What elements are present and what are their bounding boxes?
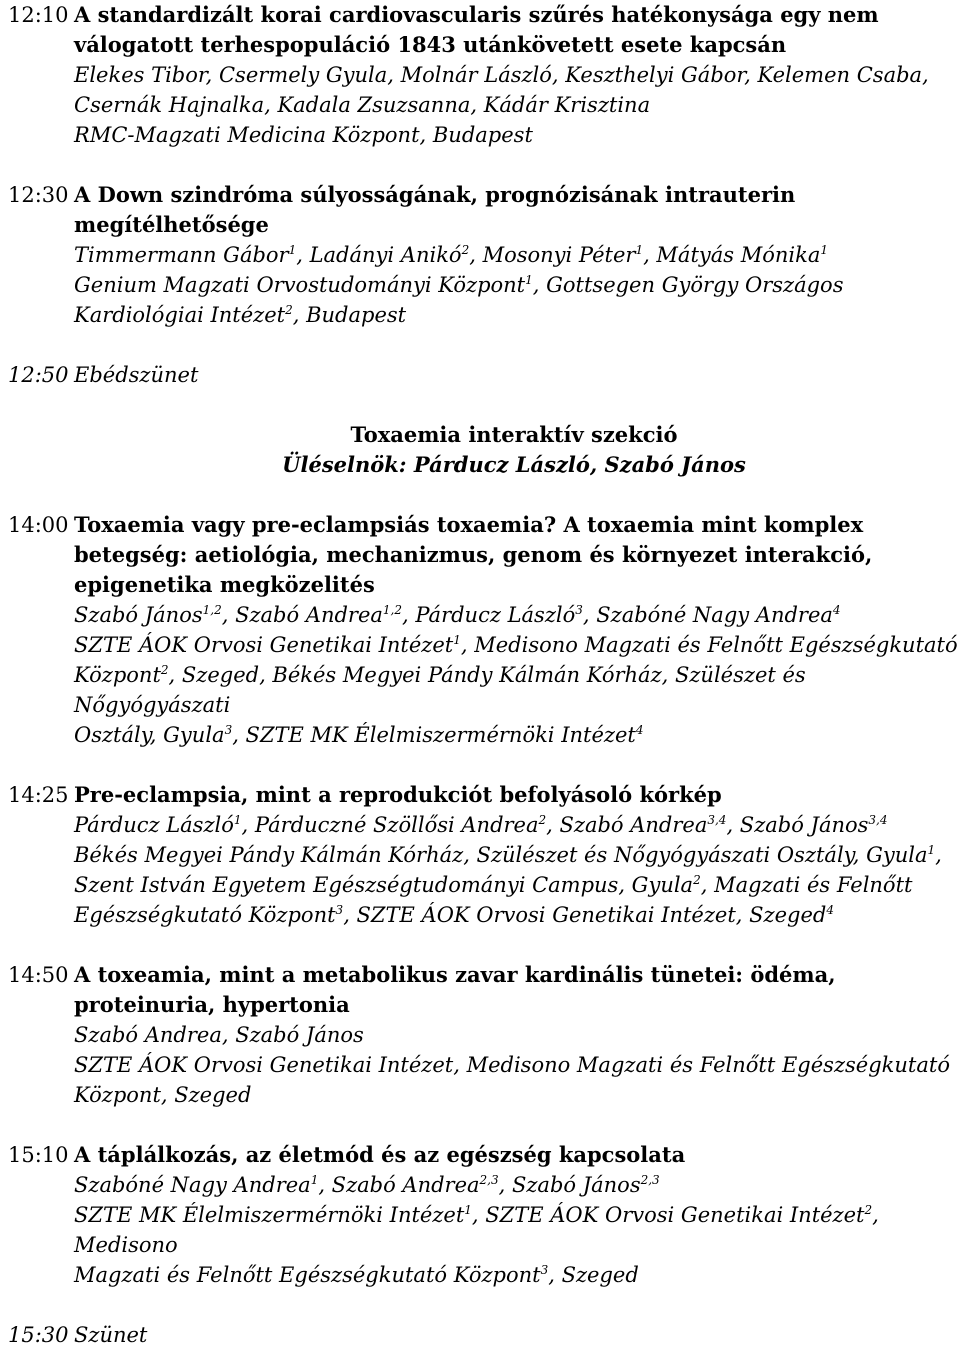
affiliation-line — [74, 270, 960, 300]
text-segment: , Ladányi Anikó — [296, 243, 462, 267]
affiliation-line — [74, 1200, 960, 1260]
affiliation-line — [74, 870, 960, 900]
affiliation-superscript: 2,3 — [479, 1173, 499, 1187]
talk-title-line: A táplálkozás, az életmód és az egészség kapcsolata — [74, 1142, 686, 1167]
affiliation-superscript: 1 — [233, 813, 242, 827]
time-slot: 14:25 — [8, 783, 69, 807]
text-segment: Központ, Szeged — [74, 1083, 252, 1107]
text-segment: , Medisono — [74, 1203, 879, 1257]
text-segment: SZTE MK Élelmiszermérnöki Intézet — [74, 1203, 465, 1227]
time-slot: 15:30 — [8, 1323, 69, 1347]
affiliation-superscript: 4 — [635, 723, 644, 737]
entry-gap — [8, 390, 960, 420]
session-chairs: Üléselnök: Párducz László, Szabó János — [282, 452, 746, 477]
text-segment: , SZTE ÁOK Orvosi Genetikai Intézet, Szeged — [343, 903, 827, 927]
affiliation-superscript: 3 — [540, 1263, 549, 1277]
text-segment: Szent István Egyetem Egészségtudományi Campus, Gyula — [74, 873, 694, 897]
break-entry — [8, 1320, 960, 1350]
talk-entry — [8, 780, 960, 930]
authors-line — [74, 90, 960, 120]
authors-line — [74, 600, 960, 630]
affiliation-superscript: 1 — [927, 843, 936, 857]
entry-gap — [8, 750, 960, 780]
talk-entry — [8, 960, 960, 1110]
entry-body — [74, 510, 960, 750]
talk-title-line: A Down szindróma súlyosságának, prognózisának intrauterin — [74, 182, 796, 207]
affiliation-superscript: 3 — [575, 603, 583, 617]
affiliation-superscript: 4 — [826, 903, 834, 917]
affiliation-line — [74, 1260, 960, 1290]
talk-title-line: megítélhetősége — [74, 212, 269, 237]
text-segment: , Szeged — [548, 1263, 639, 1287]
text-segment: , Párducz László — [402, 603, 576, 627]
affiliation-line — [74, 840, 960, 870]
talk-title-line: válogatott terhespopuláció 1843 utánkövetett esete kapcsán — [74, 32, 787, 57]
text-segment: , Szabó János — [498, 1173, 641, 1197]
affiliation-superscript: 1,2 — [382, 603, 403, 617]
break-entry — [8, 360, 960, 390]
authors-line — [74, 1170, 960, 1200]
talk-title-line: Toxaemia vagy pre-eclampsiás toxaemia? A toxaemia mint komplex — [74, 512, 864, 537]
affiliation-line — [74, 720, 960, 750]
text-segment: , Gottsegen György Országos — [532, 273, 844, 297]
affiliation-superscript: 1 — [310, 1173, 319, 1187]
text-segment: , — [935, 843, 942, 867]
text-segment: , Medisono Magzati és Felnőtt Egészségkutató — [460, 633, 958, 657]
entry-body — [74, 1140, 960, 1290]
entry-gap — [8, 1290, 960, 1320]
affiliation-line — [74, 120, 960, 150]
talk-title-line: Pre-eclampsia, mint a reprodukciót befolyásoló kórkép — [74, 782, 722, 807]
text-segment: Osztály, Gyula — [74, 723, 225, 747]
text-segment: Egészségkutató Központ — [74, 903, 336, 927]
text-segment: Szabó Andrea, Szabó János — [74, 1023, 364, 1047]
affiliation-line — [74, 300, 960, 330]
affiliation-superscript: 2 — [538, 813, 547, 827]
entry-gap — [8, 930, 960, 960]
entry-body — [74, 960, 960, 1110]
text-segment: , Szabó Andrea — [318, 1173, 480, 1197]
text-segment: Genium Magzati Orvostudományi Központ — [74, 273, 526, 297]
affiliation-superscript: 1 — [288, 243, 297, 257]
text-segment: , Szabó Andrea — [546, 813, 708, 837]
affiliation-line — [74, 630, 960, 660]
entry-body — [74, 780, 960, 930]
text-segment: , Mátyás Mónika — [643, 243, 821, 267]
talk-entry — [8, 510, 960, 750]
text-segment: , Szabó János — [726, 813, 869, 837]
talk-title-line: betegség: aetiológia, mechanizmus, genom és környezet interakció, — [74, 542, 873, 567]
affiliation-line — [74, 1080, 960, 1110]
affiliation-superscript: 3 — [224, 723, 233, 737]
text-segment: Timmermann Gábor — [74, 243, 289, 267]
entry-body — [74, 360, 960, 390]
affiliation-superscript: 2 — [864, 1203, 873, 1217]
text-segment: RMC-Magzati Medicina Központ, Budapest — [74, 123, 533, 147]
talk-title-line: proteinuria, hypertonia — [74, 992, 350, 1017]
entry-body — [74, 180, 960, 330]
entry-gap — [8, 150, 960, 180]
affiliation-superscript: 1 — [820, 243, 828, 257]
session-header — [8, 420, 960, 480]
text-segment: Párducz László — [74, 813, 234, 837]
affiliation-superscript: 3,4 — [868, 813, 888, 827]
time-slot: 12:30 — [8, 183, 69, 207]
talk-entry — [8, 180, 960, 330]
affiliation-superscript: 2 — [160, 663, 169, 677]
talk-entry — [8, 1140, 960, 1290]
affiliation-superscript: 2 — [693, 873, 701, 887]
authors-line — [74, 1020, 960, 1050]
time-slot: 12:50 — [8, 363, 69, 387]
talk-title-line: A standardizált korai cardiovascularis szűrés hatékonysága egy nem — [74, 2, 879, 27]
affiliation-superscript: 2 — [285, 303, 293, 317]
text-segment: SZTE ÁOK Orvosi Genetikai Intézet — [74, 633, 454, 657]
affiliation-superscript: 4 — [832, 603, 841, 617]
affiliation-superscript: 3,4 — [707, 813, 727, 827]
entry-body — [74, 0, 960, 150]
entry-gap — [8, 480, 960, 510]
text-segment: Kardiológiai Intézet — [74, 303, 286, 327]
affiliation-superscript: 1,2 — [202, 603, 222, 617]
affiliation-superscript: 1 — [453, 633, 461, 647]
session-title: Toxaemia interaktív szekció — [350, 422, 678, 447]
affiliation-superscript: 2 — [461, 243, 470, 257]
text-segment: , Párduczné Szöllősi Andrea — [241, 813, 539, 837]
entry-gap — [8, 330, 960, 360]
break-label: Ebédszünet — [74, 363, 199, 387]
text-segment: Szabóné Nagy Andrea — [74, 1173, 311, 1197]
text-segment: , SZTE MK Élelmiszermérnöki Intézet — [232, 723, 636, 747]
text-segment: , Szabó Andrea — [221, 603, 383, 627]
text-segment: Elekes Tibor, Csermely Gyula, Molnár László, Keszthelyi Gábor, Kelemen Csaba, — [74, 63, 929, 87]
text-segment: , Mosonyi Péter — [469, 243, 636, 267]
entry-gap — [8, 1110, 960, 1140]
break-label: Szünet — [74, 1323, 148, 1347]
text-segment: , Szeged, Békés Megyei Pándy Kálmán Kórház, Szülészet és Nőgyógyászati — [74, 663, 806, 717]
text-segment: Központ — [74, 663, 161, 687]
text-segment: Békés Megyei Pándy Kálmán Kórház, Szülészet és Nőgyógyászati Osztály, Gyula — [74, 843, 928, 867]
authors-line — [74, 240, 960, 270]
affiliation-superscript: 1 — [464, 1203, 472, 1217]
authors-line — [74, 810, 960, 840]
text-segment: Magzati és Felnőtt Egészségkutató Központ — [74, 1263, 541, 1287]
text-segment: , Szabóné Nagy Andrea — [582, 603, 833, 627]
time-slot: 12:10 — [8, 3, 69, 27]
text-segment: , Budapest — [292, 303, 407, 327]
affiliation-superscript: 3 — [335, 903, 344, 917]
affiliation-superscript: 1 — [525, 273, 533, 287]
talk-entry — [8, 0, 960, 150]
time-slot: 14:00 — [8, 513, 69, 537]
text-segment: , SZTE ÁOK Orvosi Genetikai Intézet — [471, 1203, 865, 1227]
affiliation-superscript: 1 — [635, 243, 644, 257]
entry-body — [74, 1320, 960, 1350]
text-segment: SZTE ÁOK Orvosi Genetikai Intézet, Medisono Magzati és Felnőtt Egészségkutató — [74, 1053, 950, 1077]
affiliation-line — [74, 1050, 960, 1080]
time-slot: 15:10 — [8, 1143, 69, 1167]
text-segment: Szabó János — [74, 603, 203, 627]
talk-title-line: epigenetika megközelités — [74, 572, 375, 597]
affiliation-line — [74, 900, 960, 930]
text-segment: Csernák Hajnalka, Kadala Zsuzsanna, Kádár Krisztina — [74, 93, 651, 117]
talk-title-line: A toxeamia, mint a metabolikus zavar kardinális tünetei: ödéma, — [74, 962, 836, 987]
authors-line — [74, 60, 960, 90]
affiliation-superscript: 2,3 — [640, 1173, 660, 1187]
text-segment: , Magzati és Felnőtt — [700, 873, 913, 897]
affiliation-line — [74, 660, 960, 720]
time-slot: 14:50 — [8, 963, 69, 987]
